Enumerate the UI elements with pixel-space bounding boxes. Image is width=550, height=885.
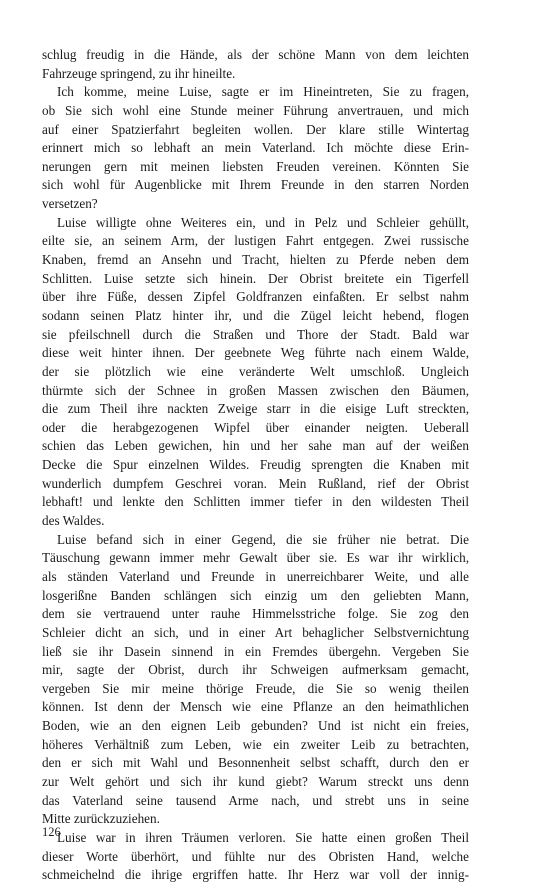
text-line: Ich komme, meine Luise, sagte er im Hineintreten, Sie zu fragen, [57, 84, 469, 100]
text-line: dieser Worte überhört, und fühlte nur des Obristen Hand, welche [42, 848, 469, 864]
text-line: sodann seinen Platz hinter ihr, und die Zügel leicht hebend, flogen [42, 307, 469, 323]
text-line: mir, sagte der Obrist, durch ihr Schweigen aufmerksam gemacht, [42, 662, 469, 678]
text-line: diese weit hinter ihnen. Der geebnete Weg führte nach einem Walde, [42, 345, 469, 361]
text-line: können. Ist denn der Mensch wie eine Pflanze an den heimathlichen [42, 699, 469, 715]
text-line: Luise willigte ohne Weiteres ein, und in Pelz und Schleier gehüllt, [57, 214, 469, 230]
text-line: eilte sie, an seinem Arm, der lustigen Fahrt entgegen. Zwei russische [42, 233, 469, 249]
text-line: Fahrzeuge springend, zu ihr hineilte. [42, 65, 236, 81]
text-line: Knaben, fremd an Ansehn und Tracht, hielten zu Pferde neben dem [42, 252, 469, 268]
text-line: lebhaft! und lenkte den Schlitten immer tiefer in den wildesten Theil [42, 494, 469, 510]
text-line: des Waldes. [42, 513, 105, 529]
text-line: ob Sie sich wohl eine Stunde meiner Führung anvertrauen, und mich [42, 102, 469, 118]
text-line: Luise befand sich in einer Gegend, die sie früher nie betrat. Die [57, 531, 469, 547]
text-line: sich wohl für Augenblicke mit Ihrem Freunde in den starren Norden [42, 177, 469, 193]
text-line: nerungen gern mit meinen liebsten Freuden vereinen. Könnten Sie [42, 158, 469, 174]
text-line: höheres Verhältniß zum Leben, wie ein zweiter Leib zu betrachten, [42, 736, 469, 752]
text-line: schmeichelnd die ihrige ergriffen hatte. Ihr Herz war voll der innig- [42, 867, 469, 883]
text-line: losgerißne Banden schlängen sich einzig um den geliebten Mann, [42, 587, 469, 603]
text-line: Schleier dicht an sich, und in einer Art behaglicher Selbstvernichtung [42, 624, 469, 640]
text-line: die zum Theil ihre nackten Zweige starr in die eisige Luft streckten, [42, 401, 469, 417]
text-line: als ständen Vaterland und Freunde in unerreichbarer Weite, und alle [42, 568, 469, 584]
text-line: Mitte zurückzuziehen. [42, 811, 160, 827]
text-line: wunderlich dumpfem Geschrei voran. Mein Rußland, rief der Obrist [42, 475, 469, 491]
text-line: Schlitten. Luise setzte sich hinein. Der Obrist breitete ein Tigerfell [42, 270, 469, 286]
text-line: auf einer Spatzierfahrt begleiten wollen. Der klare stille Wintertag [42, 121, 469, 137]
text-line: oder die herabgezogenen Wipfel über einander neigten. Ueberall [42, 419, 469, 435]
text-line: zur Welt gehört und sich ihr kund giebt? Warum streckt uns denn [42, 773, 469, 789]
text-line: Decke die Spur einzelnen Wildes. Freudig sprengten die Knaben mit [42, 457, 469, 473]
text-line: Täuschung gewann immer mehr Gewalt über sie. Es war ihr wirklich, [42, 550, 469, 566]
text-line: den er sich mit Wahl und Besonnenheit selbst schafft, durch den er [42, 755, 469, 771]
text-line: versetzen? [42, 196, 98, 212]
text-line: Boden, wie an den eignen Leib gebunden? Und ist nicht ein freies, [42, 718, 469, 734]
text-line: thürmte sich der Schnee in großen Massen zwischen den Bäumen, [42, 382, 469, 398]
text-line: vergeben Sie mir meine thörige Freude, die Sie so wenig theilen [42, 680, 469, 696]
text-line: schien das Leben gewichen, hin und her sahe man auf der weißen [42, 438, 469, 454]
text-line: ließ sie ihr Dasein sinnend in ein Fremdes übergehn. Vergeben Sie [42, 643, 469, 659]
text-line: über ihre Füße, dessen Zipfel Goldfranzen einfaßten. Er selbst nahm [42, 289, 469, 305]
text-line: das Vaterland seine tausend Arme nach, und strebt uns in seine [42, 792, 469, 808]
text-line: erinnert mich so lebhaft an mein Vaterland. Ich möchte diese Erin- [42, 140, 469, 156]
text-line: Luise war in ihren Träumen verloren. Sie hatte einen großen Theil [57, 829, 469, 845]
page-number: 126 [42, 825, 61, 839]
text-line: sie pfeilschnell durch die Straßen und Thore der Stadt. Bald war [42, 326, 469, 342]
book-page-text [42, 46, 469, 883]
text-line: dem sie vertrauend unter rauhe Himmelsstriche folge. Sie zog den [42, 606, 469, 622]
text-line: der sie plötzlich wie eine veränderte Welt umschloß. Ungleich [42, 363, 469, 379]
text-line: schlug freudig in die Hände, als der schöne Mann von dem leichten [42, 47, 469, 62]
